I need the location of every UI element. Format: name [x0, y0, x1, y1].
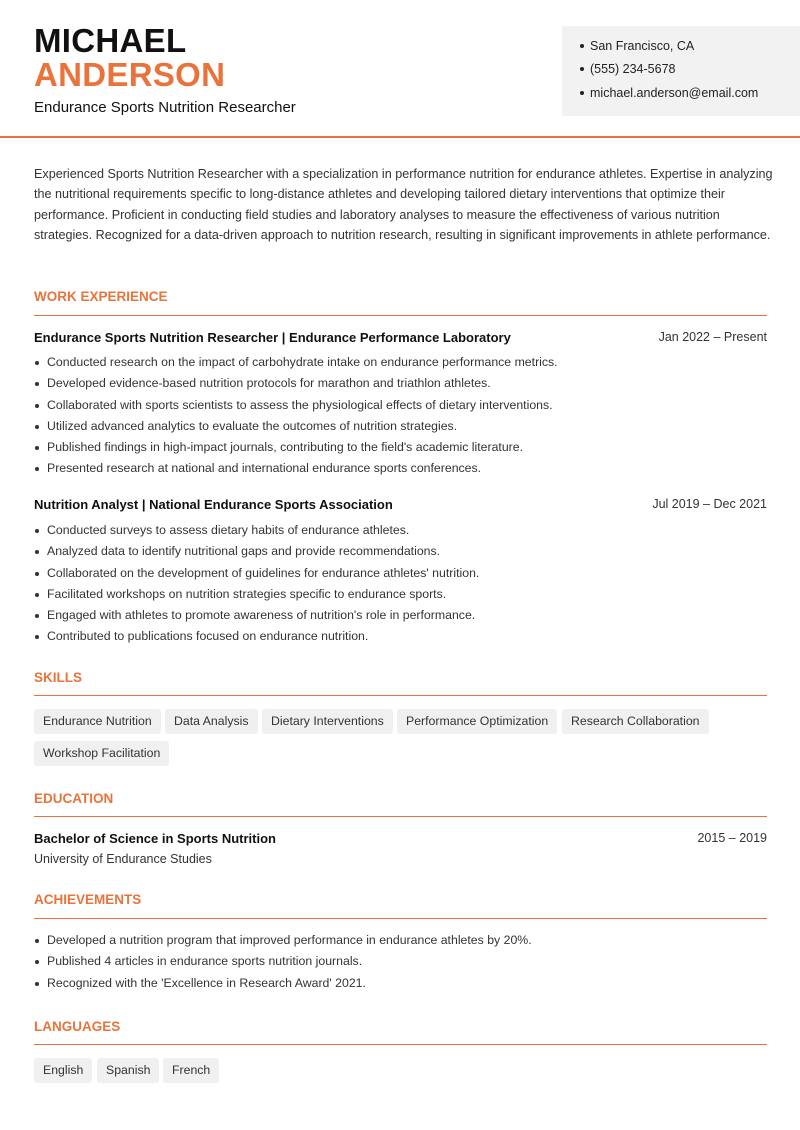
skill-tag: Endurance Nutrition — [34, 709, 161, 734]
section-title-achievements: ACHIEVEMENTS — [34, 892, 142, 907]
contact-email-text: michael.anderson@email.com — [590, 86, 759, 100]
list-item: Facilitated workshops on nutrition strategies specific to endurance sports. — [34, 584, 764, 605]
list-item: Developed evidence-based nutrition protocols for marathon and triathlon athletes. — [34, 373, 764, 394]
list-item: Published 4 articles in endurance sports nutrition journals. — [34, 951, 764, 972]
list-item: Developed a nutrition program that improved performance in endurance athletes by 20%. — [34, 930, 764, 951]
contact-email — [580, 86, 758, 100]
section-divider — [34, 1044, 767, 1045]
list-item: Published findings in high-impact journals, contributing to the field's academic literature. — [34, 437, 764, 458]
contact-phone-text: (555) 234-5678 — [590, 62, 676, 76]
list-item: Utilized advanced analytics to evaluate the outcomes of nutrition strategies. — [34, 416, 764, 437]
achievement-bullets — [34, 930, 764, 994]
education-degree: Bachelor of Science in Sports Nutrition — [34, 831, 276, 846]
skill-tag: Dietary Interventions — [262, 709, 393, 734]
list-item: Conducted research on the impact of carbohydrate intake on endurance performance metrics. — [34, 352, 764, 373]
list-item: Recognized with the 'Excellence in Research Award' 2021. — [34, 973, 764, 994]
bullet-icon — [580, 67, 584, 71]
job-title: Endurance Sports Nutrition Researcher — [34, 99, 296, 116]
list-item: Collaborated with sports scientists to assess the physiological effects of dietary interventions. — [34, 395, 764, 416]
job-bullets — [34, 352, 764, 480]
job-heading: Endurance Sports Nutrition Researcher | Endurance Performance Laboratory — [34, 330, 511, 345]
job-bullets — [34, 520, 764, 648]
summary: Experienced Sports Nutrition Researcher with a specialization in performance nutrition for endurance athletes. Expertise in analyzing the nutritional requirements specific to long-distance athletes and developing tailored dietary interventions that optimize their performance. Proficient in conducting field studies and laboratory analyses to measure the effectiveness of various nutrition strategies. Recognized for a data-driven approach to nutrition research, resulting in significant improvements in athlete performance. — [34, 167, 773, 243]
list-item: Engaged with athletes to promote awareness of nutrition's role in performance. — [34, 605, 764, 626]
first-name: MICHAEL — [34, 22, 187, 59]
contact-box — [562, 26, 800, 116]
last-name: ANDERSON — [34, 56, 226, 93]
list-item: Contributed to publications focused on endurance nutrition. — [34, 626, 764, 647]
education-school: University of Endurance Studies — [34, 852, 212, 866]
section-divider — [34, 695, 767, 696]
job-date: Jan 2022 – Present — [658, 330, 767, 344]
contact-location-text: San Francisco, CA — [590, 39, 695, 53]
language-tag: English — [34, 1058, 92, 1083]
section-divider — [34, 816, 767, 817]
list-item: Collaborated on the development of guidelines for endurance athletes' nutrition. — [34, 563, 764, 584]
skill-tag: Data Analysis — [165, 709, 258, 734]
resume-header — [0, 0, 800, 138]
section-title-languages: LANGUAGES — [34, 1019, 121, 1034]
job-date: Jul 2019 – Dec 2021 — [652, 497, 767, 511]
job-heading: Nutrition Analyst | National Endurance Sports Association — [34, 497, 393, 512]
language-tag: Spanish — [97, 1058, 159, 1083]
section-title-education: EDUCATION — [34, 791, 114, 806]
contact-phone — [580, 62, 675, 76]
bullet-icon — [580, 91, 584, 95]
bullet-icon — [580, 44, 584, 48]
contact-location — [580, 39, 694, 53]
language-tag: French — [163, 1058, 219, 1083]
section-title-work: WORK EXPERIENCE — [34, 289, 168, 304]
list-item: Presented research at national and international endurance sports conferences. — [34, 458, 764, 479]
list-item: Analyzed data to identify nutritional gaps and provide recommendations. — [34, 541, 764, 562]
education-date: 2015 – 2019 — [697, 831, 767, 845]
skill-tag: Performance Optimization — [397, 709, 557, 734]
skill-tag: Research Collaboration — [562, 709, 709, 734]
section-divider — [34, 315, 767, 316]
section-title-skills: SKILLS — [34, 670, 83, 685]
list-item: Conducted surveys to assess dietary habits of endurance athletes. — [34, 520, 764, 541]
section-divider — [34, 918, 767, 919]
skill-tag: Workshop Facilitation — [34, 741, 169, 766]
